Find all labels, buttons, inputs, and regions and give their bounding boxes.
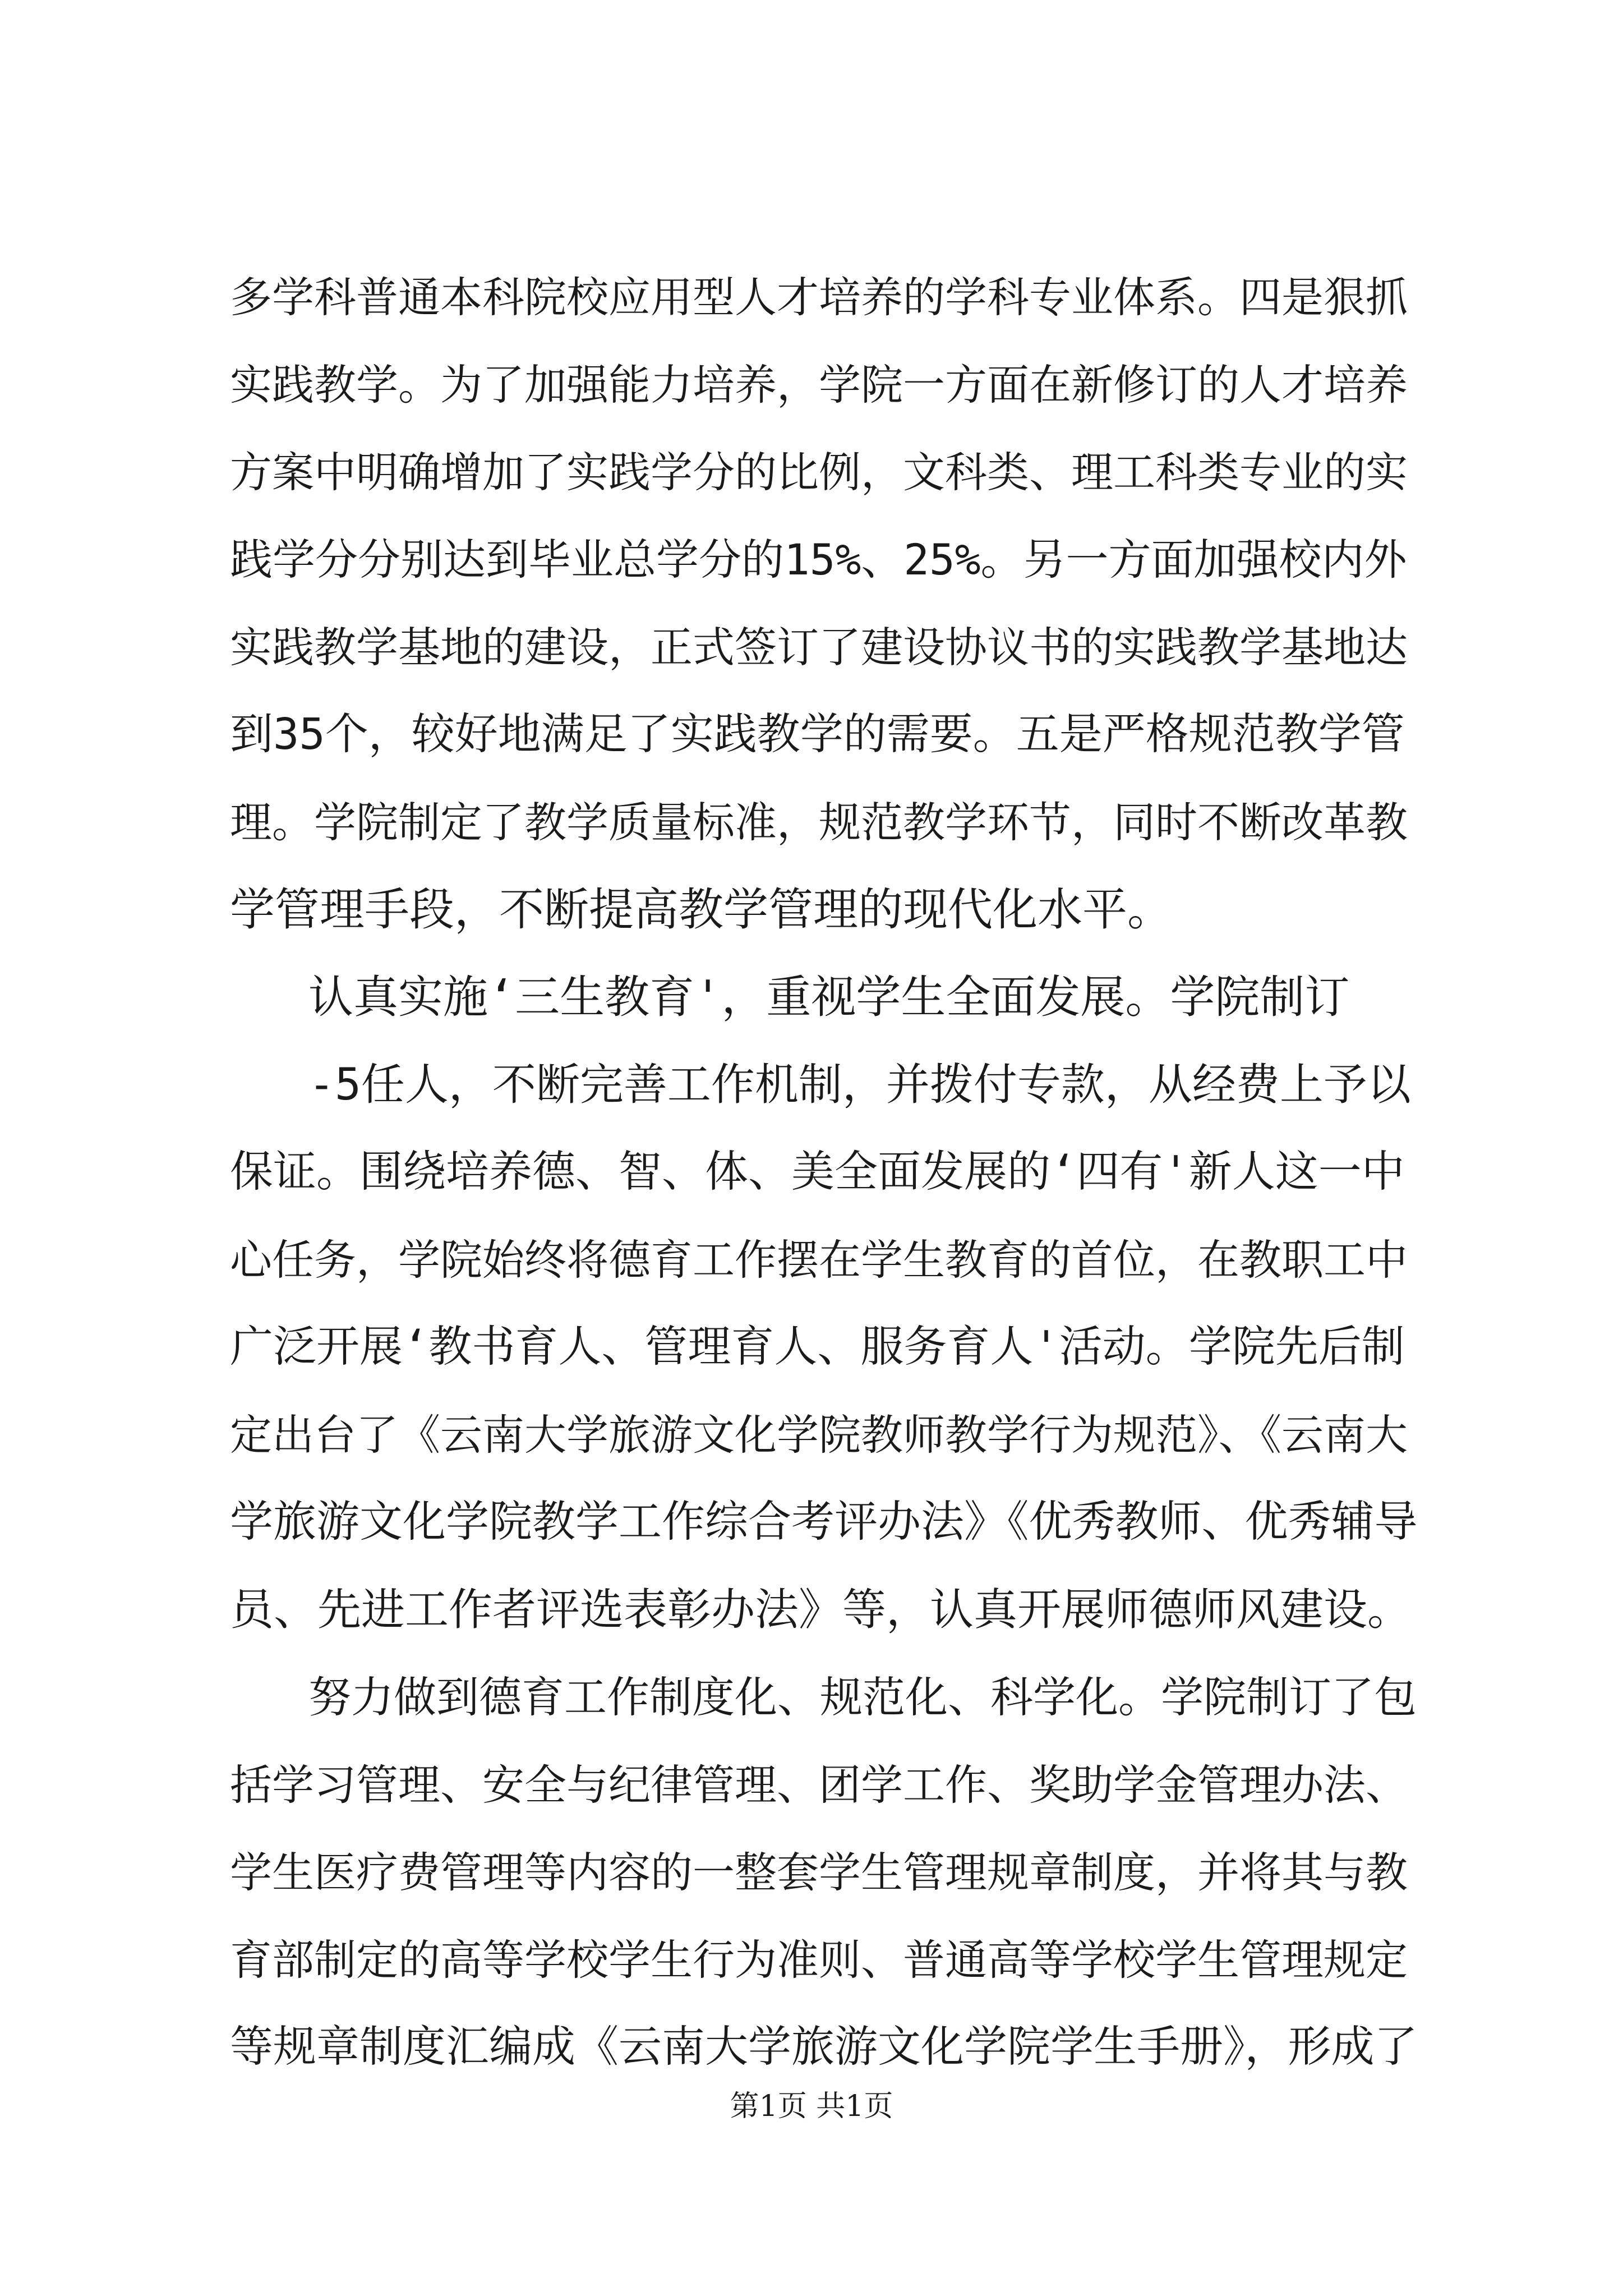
text-line: 学生医疗费管理等内容的一整套学生管理规章制度，并将其与教	[230, 1848, 1408, 1897]
text-line: 多学科普通本科院校应用型人才培养的学科专业体系。四是狠抓	[230, 273, 1408, 322]
text-line: 心任务，学院始终将德育工作摆在学生教育的首位，在教职工中	[230, 1235, 1408, 1285]
text-line: 实践教学。为了加强能力培养，学院一方面在新修订的人才培养	[230, 360, 1408, 409]
text-line: 广泛开展‘教书育人、管理育人、服务育人'活动。学院先后制	[230, 1322, 1405, 1372]
text-line: 育部制定的高等学校学生行为准则、普通高等学校学生管理规定	[230, 1935, 1408, 1985]
paragraph-start-line: 努力做到德育工作制度化、规范化、科学化。学院制订了包	[308, 1672, 1417, 1722]
text-line: -5任人，不断完善工作机制，并拨付专款，从经费上予以	[308, 1060, 1411, 1110]
text-line: 践学分分别达到毕业总学分的15%、25%。另一方面加强校内外	[230, 535, 1407, 585]
text-line: 括学习管理、安全与纪律管理、团学工作、奖助学金管理办法、	[230, 1760, 1408, 1810]
text-line: 员、先进工作者评选表彰办法》等，认真开展师德师风建设。	[230, 1585, 1412, 1635]
text-line: 实践教学基地的建设，正式签订了建设协议书的实践教学基地达	[230, 623, 1408, 672]
text-line: 保证。围绕培养德、智、体、美全面发展的‘四有'新人这一中	[230, 1147, 1405, 1197]
text-line: 学旅游文化学院教学工作综合考评办法》《优秀教师、优秀辅导	[230, 1497, 1418, 1547]
page-footer: 第1页 共1页	[730, 2090, 893, 2123]
text-line: 到35个，较好地满足了实践教学的需要。五是严格规范教学管	[230, 710, 1405, 760]
paragraph-start-line: 认真实施‘三生教育'，重视学生全面发展。学院制订	[308, 971, 1350, 1023]
text-line: 学管理手段，不断提高教学管理的现代化水平。	[230, 884, 1172, 936]
text-line: 理。学院制定了教学质量标准，规范教学环节，同时不断改革教	[230, 798, 1408, 847]
text-line: 方案中明确增加了实践学分的比例，文科类、理工科类专业的实	[230, 448, 1408, 497]
text-line: 定出台了《云南大学旅游文化学院教师教学行为规范》、《云南大	[230, 1410, 1408, 1460]
text-line: 等规章制度汇编成《云南大学旅游文化学院学生手册》，形成了	[230, 2022, 1418, 2072]
